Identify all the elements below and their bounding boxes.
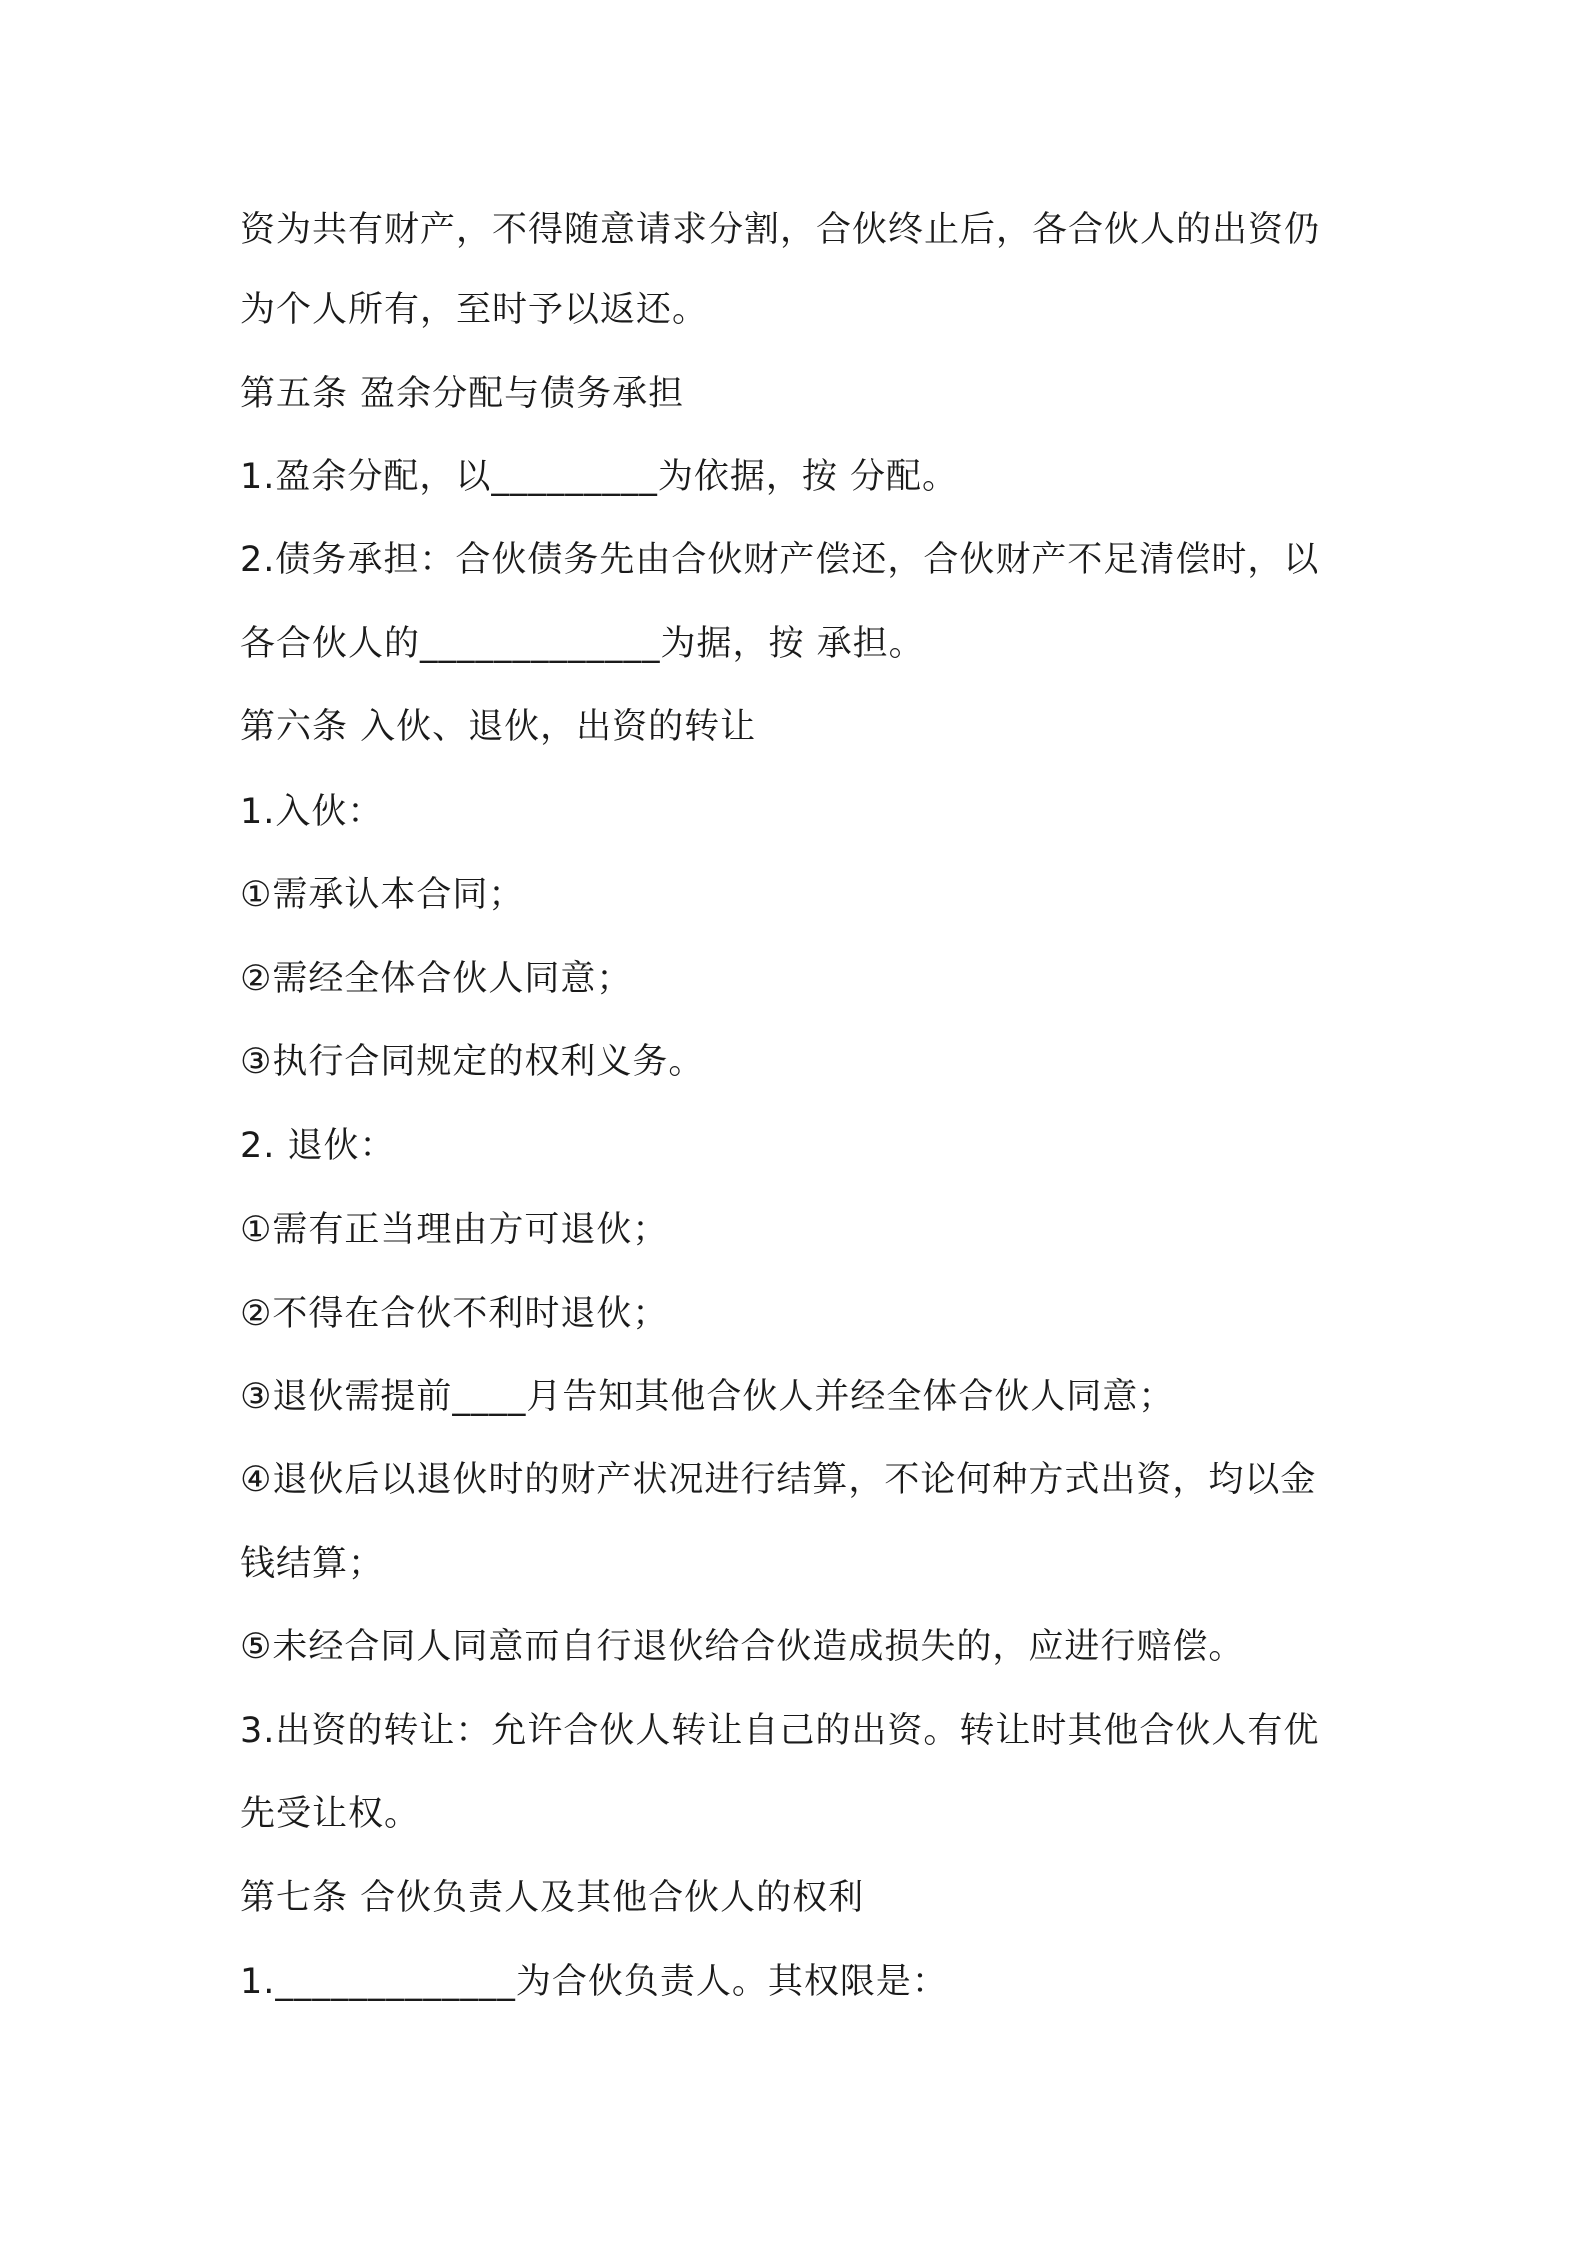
list-item: ①需承认本合同； (240, 875, 525, 915)
text-line: 3.出资的转让：允许合伙人转让自己的出资。转让时其他合伙人有优 (240, 1711, 1320, 1751)
text-line: 2.债务承担：合伙债务先由合伙财产偿还，合伙财产不足清偿时，以 (240, 540, 1320, 580)
list-item: ⑤未经合同人同意而自行退伙给合伙造成损失的，应进行赔偿。 (240, 1627, 1245, 1667)
text-line: 先受让权。 (240, 1794, 421, 1834)
text-line: 1.盈余分配，以_________为依据，按 分配。 (240, 457, 959, 497)
text-line: 资为共有财产，不得随意请求分割，合伙终止后，各合伙人的出资仍 (240, 210, 1321, 250)
list-item: ②需经全体合伙人同意； (240, 959, 633, 999)
text-line: 1._____________为合伙负责人。其权限是： (240, 1962, 948, 2002)
list-item: ①需有正当理由方可退伙； (240, 1210, 669, 1250)
list-item: ②不得在合伙不利时退伙； (240, 1294, 669, 1334)
text-line: 钱结算； (240, 1544, 385, 1584)
section-heading: 第五条 盈余分配与债务承担 (240, 374, 685, 414)
list-item: ③退伙需提前____月告知其他合伙人并经全体合伙人同意； (240, 1377, 1175, 1417)
list-item: ③执行合同规定的权利义务。 (240, 1042, 705, 1082)
list-item: ④退伙后以退伙时的财产状况进行结算，不论何种方式出资，均以金 (240, 1460, 1317, 1500)
section-heading: 第七条 合伙负责人及其他合伙人的权利 (240, 1878, 865, 1918)
text-line: 为个人所有，至时予以返还。 (240, 290, 709, 330)
text-line: 各合伙人的_____________为据，按 承担。 (240, 624, 925, 664)
section-heading: 第六条 入伙、退伙，出资的转让 (240, 707, 757, 747)
text-line: 2. 退伙： (240, 1126, 396, 1166)
text-line: 1.入伙： (240, 792, 384, 832)
